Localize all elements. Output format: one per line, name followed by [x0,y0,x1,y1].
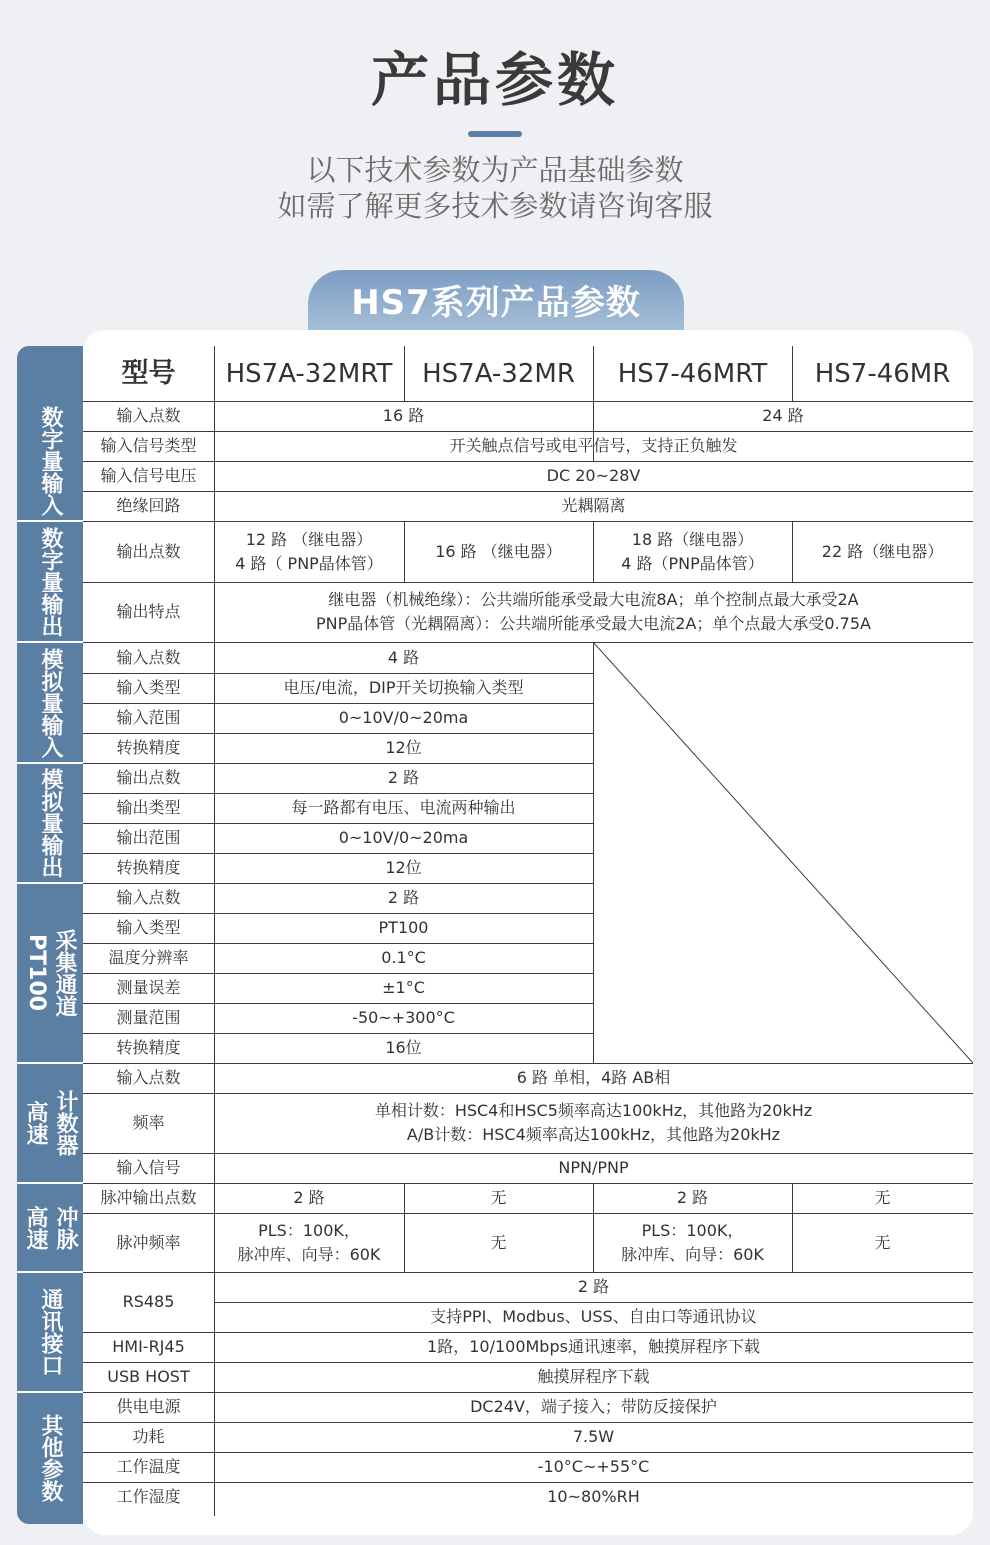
row-label: 输入类型 [116,918,181,937]
category-other: 其他参数 [38,1414,63,1502]
row-value: 12位 [385,738,422,757]
category-high-speed-pulse [17,1183,83,1272]
line: PLS：100K， [258,1220,360,1240]
line: A/B计数：HSC4频率高达100kHz，其他路为20kHz [406,1125,781,1144]
row-value: 2 路 [387,888,420,907]
row-label: 测量误差 [116,978,181,997]
row-value: 无 [490,1232,507,1252]
row-value: -10°C~+55°C [537,1457,650,1476]
row-label: 输出点数 [116,768,181,787]
row-value: 支持PPI、Modbus、USS、自由口等通讯协议 [430,1307,757,1326]
row-value: 触摸屏程序下载 [537,1367,650,1386]
category-analog-output: 模拟量输出 [38,768,63,878]
subtitle-line-2: 如需了解更多技术参数请咨询客服 [277,189,713,223]
row-value: 0.1°C [381,948,426,967]
row-value: DC 20~28V [546,466,641,485]
row-value: 16 路 （继电器） [435,541,562,561]
row-value: 2 路 [577,1277,610,1296]
line: 脉冲库、向导：60K [237,1244,381,1264]
row-value: 12位 [385,858,422,877]
row-label: 输出特点 [116,602,181,621]
model-col-3: HS7-46MRT [617,358,768,389]
category-counter-part-1: 计数器 [53,1090,78,1156]
category-pulse-part-2: 高速 [23,1205,48,1250]
category-pt100-part-1: 采集通道 [52,929,77,1017]
row-value: 4 路 [387,647,420,667]
row-label: 输出范围 [116,828,181,847]
row-label: 脉冲频率 [116,1232,181,1252]
line: 4 路（PNP晶体管） [621,553,764,573]
row-value: 24 路 [762,406,804,425]
section-tab: HS7系列产品参数 [308,270,684,332]
row-label: 输入信号类型 [100,436,197,455]
row-value: 10~80%RH [547,1487,640,1506]
row-value: 无 [874,1232,891,1252]
row-label: 功耗 [132,1427,165,1446]
row-value: 0~10V/0~20ma [338,828,469,847]
category-digital-input: 数字量输入 [38,406,63,516]
row-value-multiline [214,521,404,582]
category-pt100 [17,883,83,1063]
row-label: 转换精度 [116,858,181,877]
row-label: RS485 [122,1292,175,1311]
row-value: PT100 [378,918,429,937]
line: 单相计数：HSC4和HSC5频率高达100kHz，其他路为20kHz [374,1101,813,1120]
model-label: 型号 [121,357,176,389]
row-label: 工作湿度 [116,1487,181,1506]
row-value: 2 路 [387,768,420,787]
line: PNP晶体管（光耦隔离）：公共端所能承受最大电流2A；单个点最大承受0.75A [316,614,871,633]
row-value: ±1°C [382,978,425,997]
model-col-2: HS7A-32MR [422,358,575,389]
row-value-multiline [214,1093,973,1153]
page-title: 产品参数 [370,46,619,114]
row-value: 1路，10/100Mbps通讯速率，触摸屏程序下载 [427,1337,760,1356]
row-value: 22 路（继电器） [821,541,944,561]
row-value: 16位 [385,1038,422,1057]
row-label: 输出点数 [116,541,181,561]
row-label: 工作温度 [116,1457,181,1476]
row-value: 无 [490,1188,507,1207]
row-label: 转换精度 [116,1038,181,1057]
row-value: 无 [874,1188,891,1207]
row-value: 2 路 [676,1188,709,1207]
line: 继电器（机械绝缘）：公共端所能承受最大电流8A；单个控制点最大承受2A [328,590,859,609]
row-value-multiline [214,582,973,642]
row-label: 输入类型 [116,678,181,697]
model-col-1: HS7A-32MRT [225,358,393,389]
category-analog-input: 模拟量输入 [38,647,63,758]
row-value-multiline [214,1213,404,1272]
row-value-multiline [593,1213,792,1272]
model-col-4: HS7-46MR [814,358,951,389]
line: 18 路（继电器） [631,529,754,549]
row-label: 输入范围 [116,708,181,727]
row-label: 输入点数 [116,1068,181,1087]
row-value: 16 路 [382,406,425,425]
row-value: 光耦隔离 [561,496,626,515]
category-high-speed-counter [17,1063,83,1183]
row-value: 开关触点信号或电平信号，支持正负触发 [449,436,738,455]
row-value: -50~+300°C [352,1008,455,1027]
row-label: 脉冲输出点数 [100,1188,197,1207]
line: 12 路 （继电器） [245,529,373,549]
row-label: HMI-RJ45 [112,1337,185,1356]
row-label: 温度分辨率 [108,948,189,967]
title-underline [468,131,522,137]
line: 脉冲库、向导：60K [621,1244,764,1264]
category-pt100-part-2: PT100 [24,934,49,1012]
row-label: USB HOST [107,1367,190,1386]
row-value: 6 路 单相，4路 AB相 [516,1068,671,1087]
row-label: 测量范围 [116,1008,181,1027]
row-value: DC24V，端子接入；带防反接保护 [470,1397,717,1416]
row-label: 输入点数 [116,888,181,907]
row-label: 输入点数 [116,647,181,667]
category-pulse-part-1: 冲脉 [53,1205,78,1250]
category-communication: 通讯接口 [38,1288,63,1376]
subtitle-line-1: 以下技术参数为产品基础参数 [306,153,684,187]
line: PLS：100K， [641,1220,744,1240]
row-label: 频率 [132,1113,165,1132]
category-counter-part-2: 高速 [23,1101,48,1145]
row-label: 输入点数 [116,406,181,425]
category-digital-output: 数字量输出 [38,526,63,637]
row-label: 输出类型 [116,798,181,817]
row-value-multiline [593,521,792,582]
line: 4 路（ PNP晶体管） [235,553,383,573]
row-label: 输入信号 [116,1158,181,1177]
row-label: 转换精度 [116,738,181,757]
row-value: 电压/电流，DIP开关切换输入类型 [283,678,524,697]
row-label: 绝缘回路 [116,496,181,515]
row-value: NPN/PNP [558,1158,629,1177]
row-label: 供电电源 [116,1397,181,1416]
row-value: 每一路都有电压、电流两种输出 [291,798,516,817]
empty-cell-diagonal [593,642,973,1063]
row-label: 输入信号电压 [100,466,197,485]
row-value: 0~10V/0~20ma [338,708,469,727]
row-value: 7.5W [572,1427,615,1446]
row-value: 2 路 [293,1188,325,1207]
